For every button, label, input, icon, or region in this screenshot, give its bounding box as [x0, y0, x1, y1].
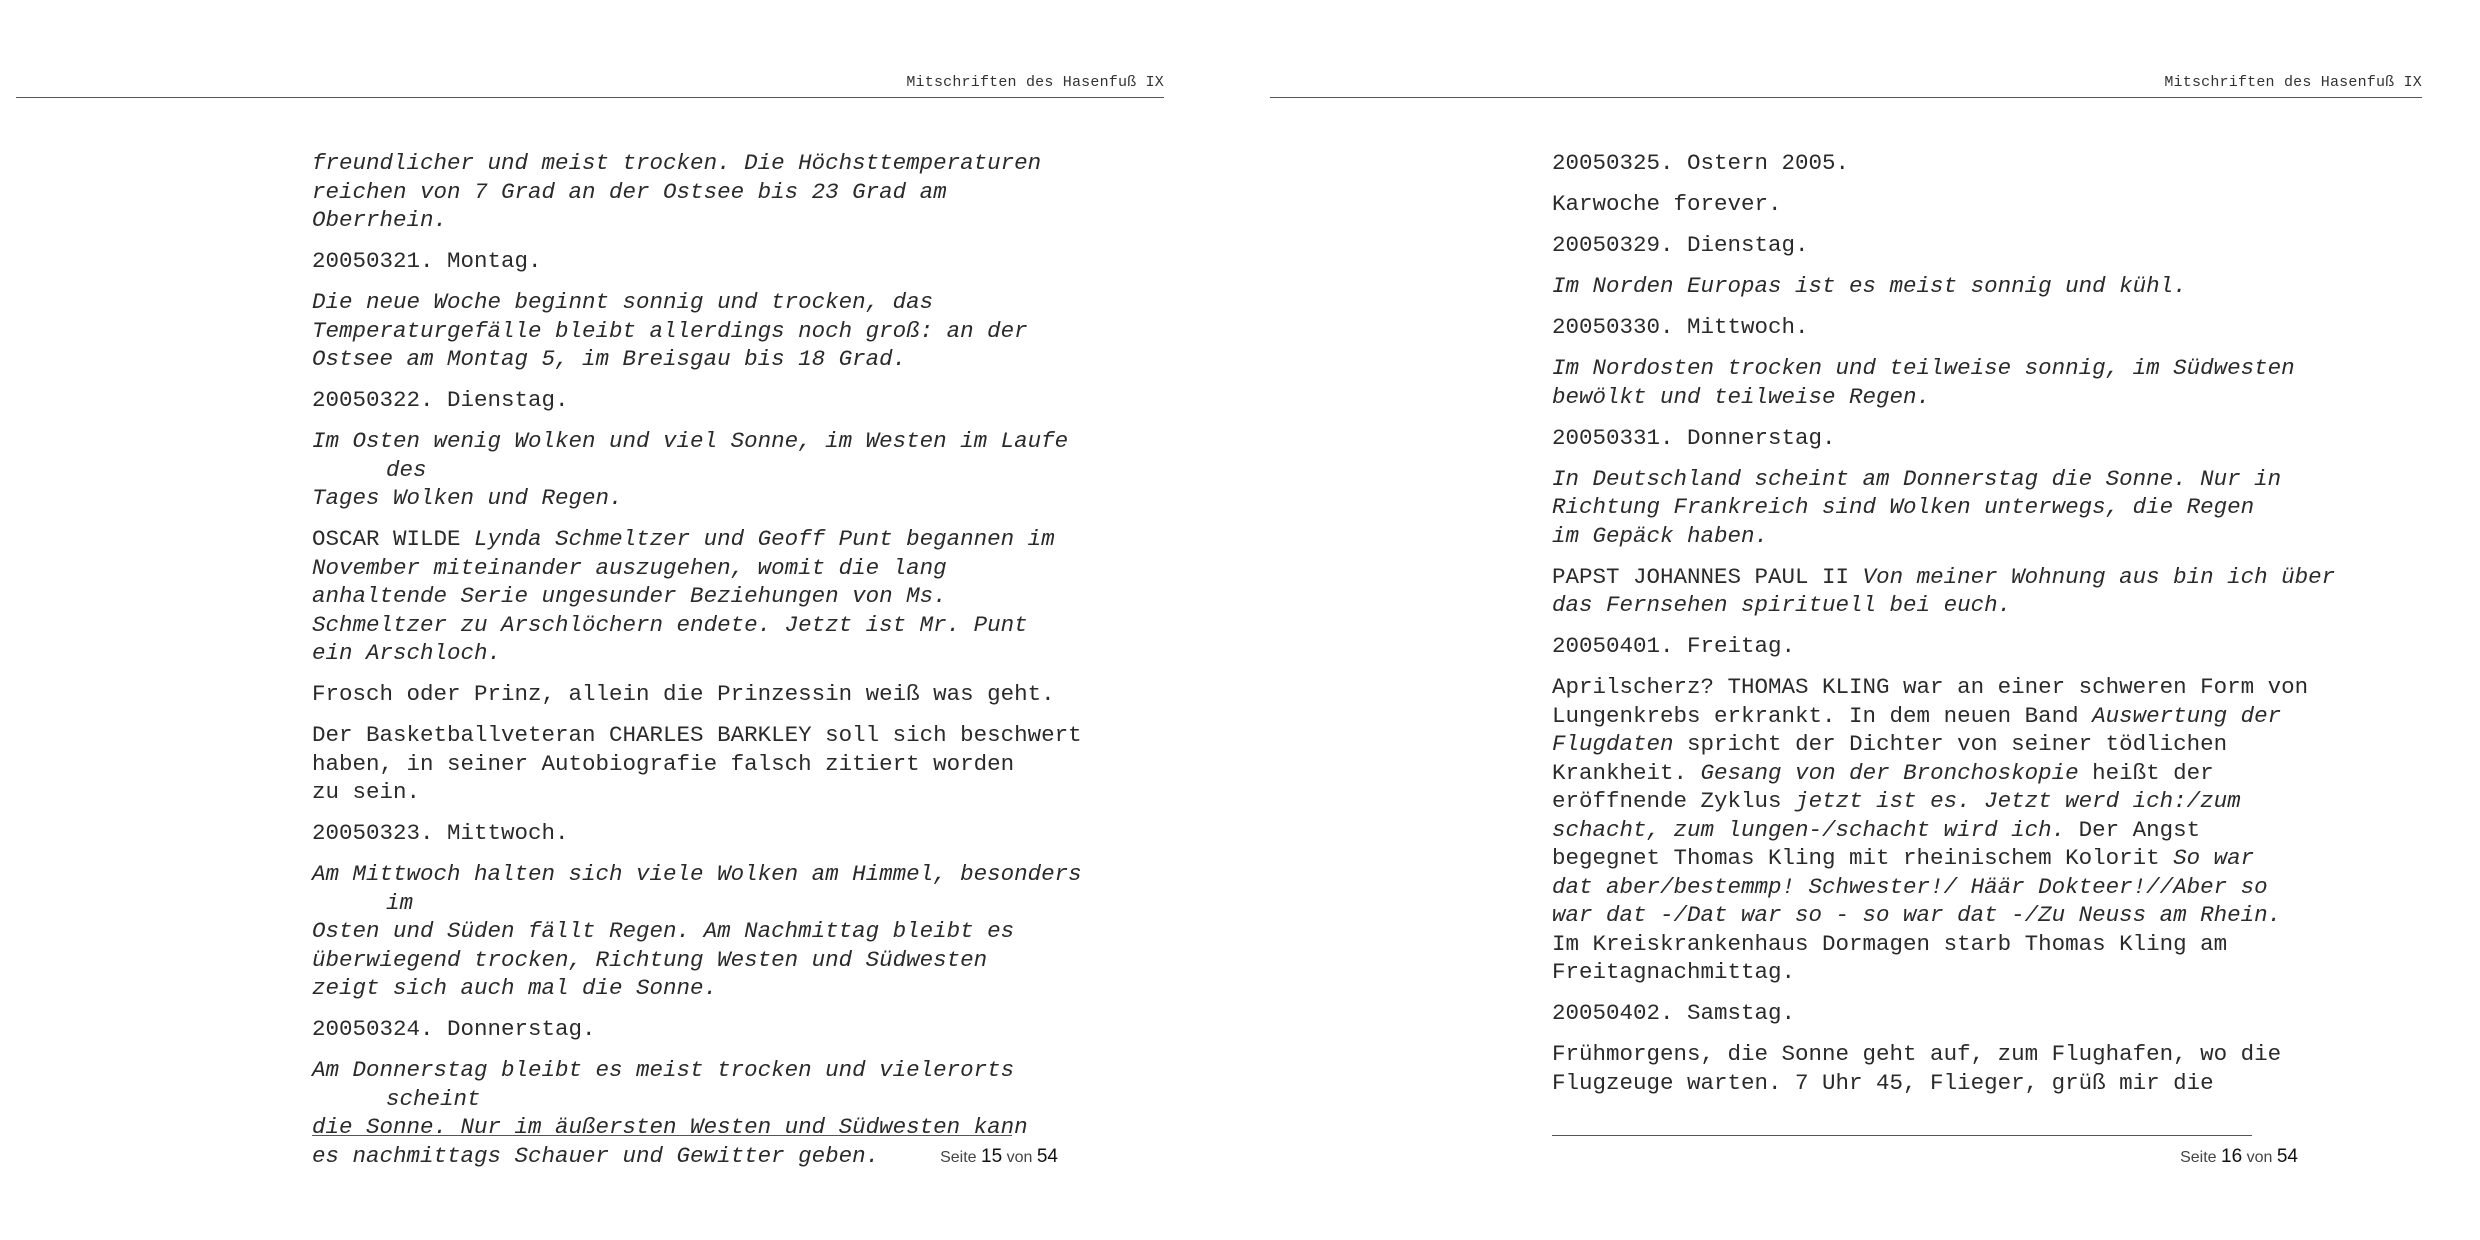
header-rule [16, 97, 1164, 98]
date-heading: 20050321. Montag. [312, 248, 542, 274]
page-total: 54 [2276, 1146, 2298, 1167]
date-heading: 20050324. Donnerstag. [312, 1016, 596, 1042]
date-heading: 20050330. Mittwoch. [1552, 314, 1809, 340]
paragraph: In Deutschland scheint am Donnerstag die Sonne. Nur in Richtung Frankreich sind Wolken unterwegs, die Regen im Gepäck haben. [1552, 465, 2282, 549]
paragraph: freundlicher und meist trocken. Die Höchsttemperaturen reichen von 7 Grad an der Ostsee bis 23 Grad am Oberrhein. [312, 150, 1042, 233]
date-heading: 20050331. Donnerstag. [1552, 424, 1836, 451]
paragraph: Im Osten wenig Wolken und viel Sonne, im Westen im Laufe des Tages Wolken und Regen. [312, 428, 1069, 511]
page-number: 16 [2221, 1146, 2243, 1167]
footer-rule [312, 1135, 1012, 1136]
paragraph: Am Mittwoch halten sich viele Wolken am Himmel, besonders im Osten und Süden fällt Regen. Am Nachmittag bleibt es überwiegend trocken, Richtung Westen und Südwesten zeigt sich auch mal die Sonne. [312, 861, 1082, 1001]
paragraph: Die neue Woche beginnt sonnig und trocken, das Temperaturgefälle bleibt allerdings noch groß: an der Ostsee am Montag 5, im Breisgau bis 18 Grad. [312, 289, 1028, 372]
page-right [1240, 0, 2480, 1240]
date-heading: 20050329. Dienstag. [1552, 232, 1809, 258]
footer-rule [1552, 1135, 2252, 1136]
footer-mid: von [2246, 1149, 2273, 1166]
running-header: Mitschriften des Hasenfuß IX [906, 74, 1164, 91]
page-footer [312, 1146, 1058, 1168]
paragraph: Karwoche forever. [1552, 191, 1782, 217]
header-rule [1270, 97, 2422, 98]
footer-prefix: Seite [2180, 1149, 2217, 1166]
running-header: Mitschriften des Hasenfuß IX [2164, 74, 2422, 91]
body-text [1552, 149, 2352, 1110]
paragraph: Am Donnerstag bleibt es meist trocken und vielerorts scheint die Sonne. Nur im äußersten Westen und Südwesten kann es nachmittags Schauer und Gewitter geben. [312, 1057, 1028, 1169]
page-total: 54 [1036, 1146, 1058, 1167]
paragraph: Im Nordosten trocken und teilweise sonnig, im Südwesten bewölkt und teilweise Regen. [1552, 355, 2295, 410]
date-heading: 20050325. Ostern 2005. [1552, 150, 1850, 176]
body-text [312, 149, 1112, 1183]
paragraph: Der Basketballveteran CHARLES BARKLEY soll sich beschwert haben, in seiner Autobiografie falsch zitiert worden zu sein. [312, 722, 1082, 805]
date-heading: 20050323. Mittwoch. [312, 820, 569, 846]
paragraph: Aprilscherz? THOMAS KLING war an einer schweren Form von Lungenkrebs erkrankt. In dem neuen Band Auswertung der Flugdaten spricht der Dichter von seiner tödlichen Krankheit. Gesang von der Bronchoskopie heißt der eröffnende Zyklus jetzt ist es. Jetzt werd ich:/zum schacht, zum lungen-/schacht wird ich. Der Angst begegnet Thomas Kling mit rheinischem Kolorit So war dat aber/bestemmp! Schwester!/ Häär Dokteer!//Aber so war dat -/Dat war so - so war dat -/Zu Neuss am Rhein. Im Kreiskrankenhaus Dormagen starb Thomas Kling am Freitagnachmittag. [1552, 674, 2309, 985]
date-heading: 20050401. Freitag. [1552, 633, 1796, 659]
footer-prefix: Seite [940, 1149, 977, 1166]
quote-paragraph: PAPST JOHANNES PAUL II Von meiner Wohnung aus bin ich über das Fernsehen spirituell bei euch. [1552, 563, 2336, 618]
page-footer [1552, 1146, 2298, 1168]
date-heading: 20050322. Dienstag. [312, 387, 569, 413]
date-heading: 20050402. Samstag. [1552, 1000, 1796, 1026]
paragraph: Im Norden Europas ist es meist sonnig und kühl. [1552, 273, 2187, 299]
page-number: 15 [981, 1146, 1003, 1167]
footer-mid: von [1006, 1149, 1033, 1166]
quote-paragraph: OSCAR WILDE Lynda Schmeltzer und Geoff Punt begannen im November miteinander auszugehen, womit die lang anhaltende Serie ungesunder Beziehungen von Ms. Schmeltzer zu Arschlöchern endete. Jetzt ist Mr. Punt ein Arschloch. [312, 526, 1055, 666]
paragraph: Frühmorgens, die Sonne geht auf, zum Flughafen, wo die Flugzeuge warten. 7 Uhr 45, Flieger, grüß mir die [1552, 1041, 2282, 1096]
paragraph: Frosch oder Prinz, allein die Prinzessin weiß was geht. [312, 681, 1055, 707]
